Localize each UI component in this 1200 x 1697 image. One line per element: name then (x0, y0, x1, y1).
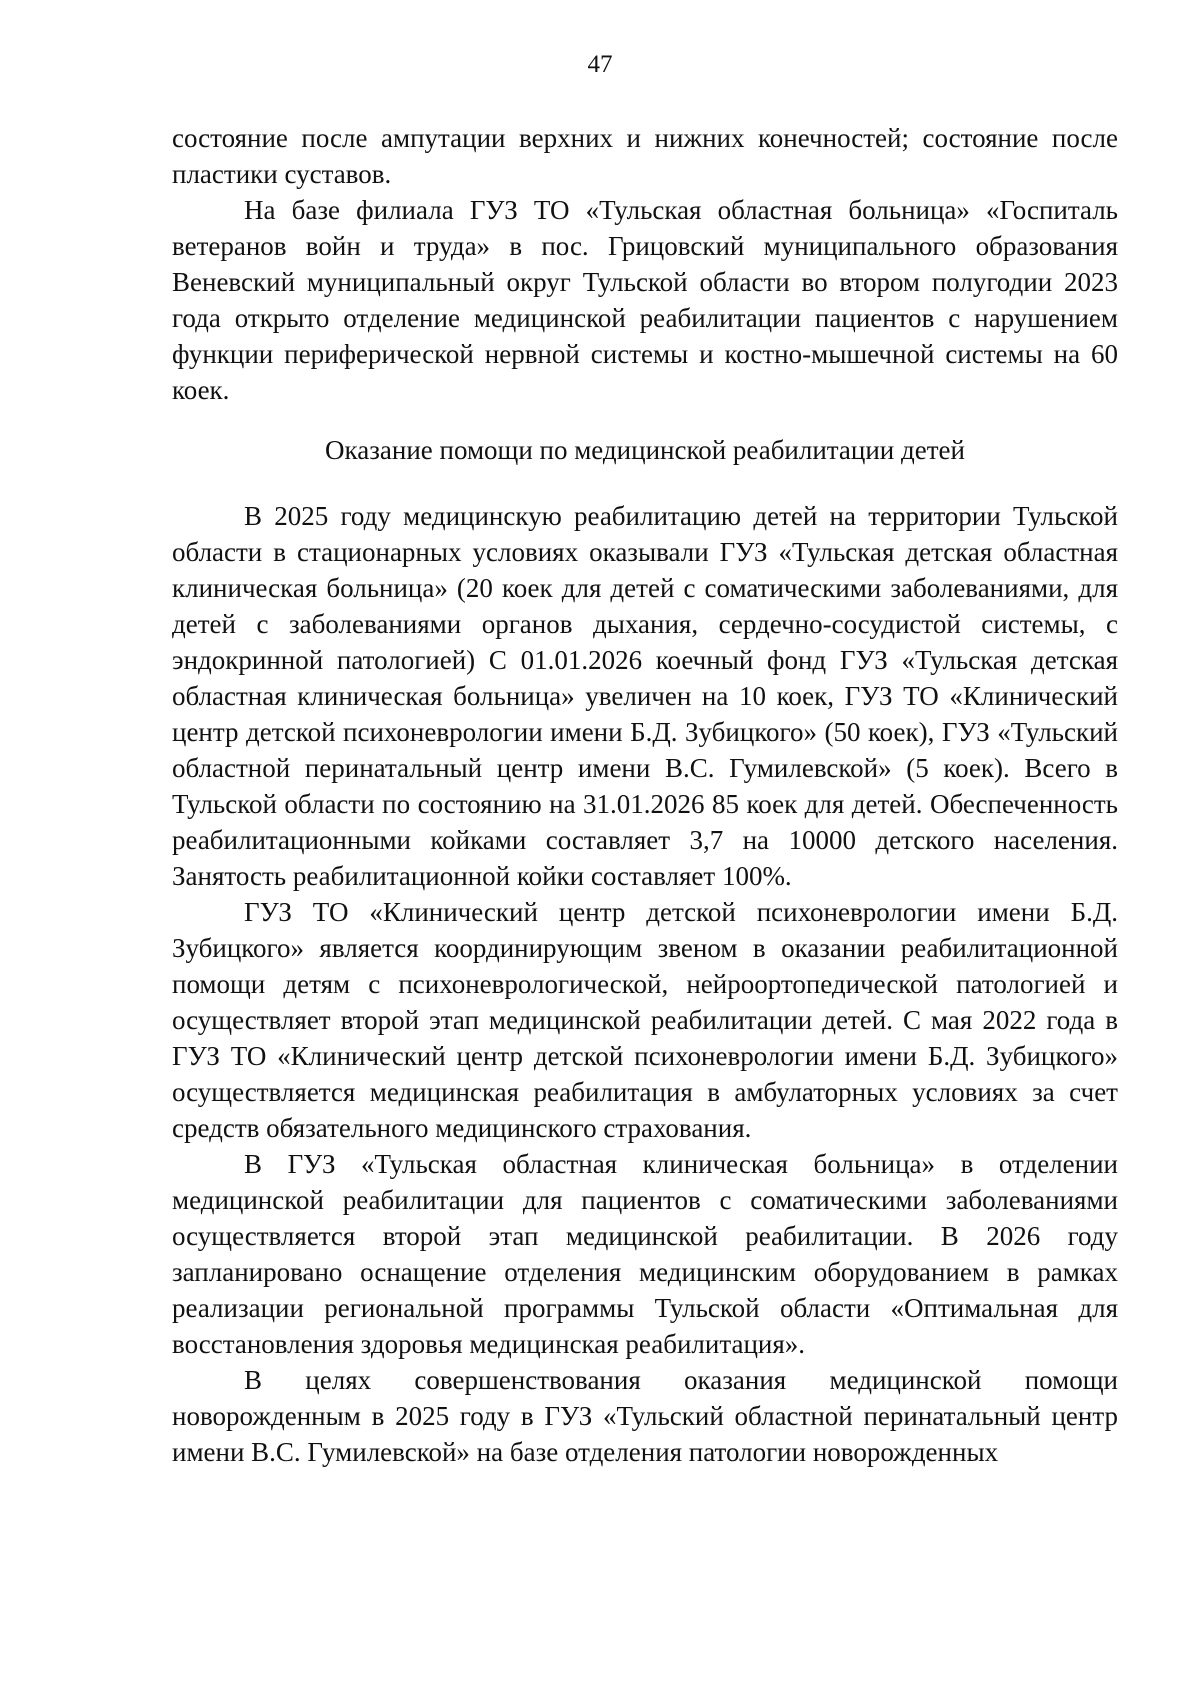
section-heading: Оказание помощи по медицинской реабилитации детей (325, 435, 965, 465)
document-body (172, 120, 1118, 1470)
paragraph-psychoneurology-center: ГУЗ ТО «Клинический центр детской психоневрологии имени Б.Д. Зубицкого» является координирующим звеном в оказании реабилитационной помощи детям с психоневрологической, нейроортопедической патологией и осуществляет второй этап медицинской реабилитации детей. С мая 2022 года в ГУЗ ТО «Клинический центр детской психоневрологии имени Б.Д. Зубицкого» осуществляется медицинская реабилитация в амбулаторных условиях за счет средств обязательного медицинского страхования. (172, 897, 1118, 1143)
paragraph-hospital-veterans: На базе филиала ГУЗ ТО «Тульская областная больница» «Госпиталь ветеранов войн и труда» в пос. Грицовский муниципального образования Веневский муниципальный округ Тульской области во втором полугодии 2023 года открыто отделение медицинской реабилитации пациентов с нарушением функции периферической нервной системы и костно-мышечной системы на 60 коек. (172, 195, 1118, 405)
paragraph-newborn-care: В целях совершенствования оказания медицинской помощи новорожденным в 2025 году в ГУЗ «Тульский областной перинатальный центр имени В.С. Гумилевской» на базе отделения патологии новорожденных (172, 1365, 1118, 1467)
paragraph-children-rehab-2025: В 2025 году медицинскую реабилитацию детей на территории Тульской области в стационарных условиях оказывали ГУЗ «Тульская детская областная клиническая больница» (20 коек для детей с соматическими заболеваниями, для детей с заболеваниями органов дыхания, сердечно-сосудистой системы, с эндокринной патологией) С 01.01.2026 коечный фонд ГУЗ «Тульская детская областная клиническая больница» увеличен на 10 коек, ГУЗ ТО «Клинический центр детской психоневрологии имени Б.Д. Зубицкого» (50 коек), ГУЗ «Тульский областной перинатальный центр имени В.С. Гумилевской» (5 коек). Всего в Тульской области по состоянию на 31.01.2026 85 коек для детей. Обеспеченность реабилитационными койками составляет 3,7 на 10000 детского населения. Занятость реабилитационной койки составляет 100%. (172, 501, 1118, 891)
paragraph-regional-hospital: В ГУЗ «Тульская областная клиническая больница» в отделении медицинской реабилитации для пациентов с соматическими заболеваниями осуществляется второй этап медицинской реабилитации. В 2026 году запланировано оснащение отделения медицинским оборудованием в рамках реализации региональной программы Тульской области «Оптимальная для восстановления здоровья медицинская реабилитация». (172, 1149, 1118, 1359)
page-number: 47 (587, 51, 613, 78)
paragraph-continuation: состояние после ампутации верхних и нижних конечностей; состояние после пластики суставов. (172, 123, 1118, 189)
